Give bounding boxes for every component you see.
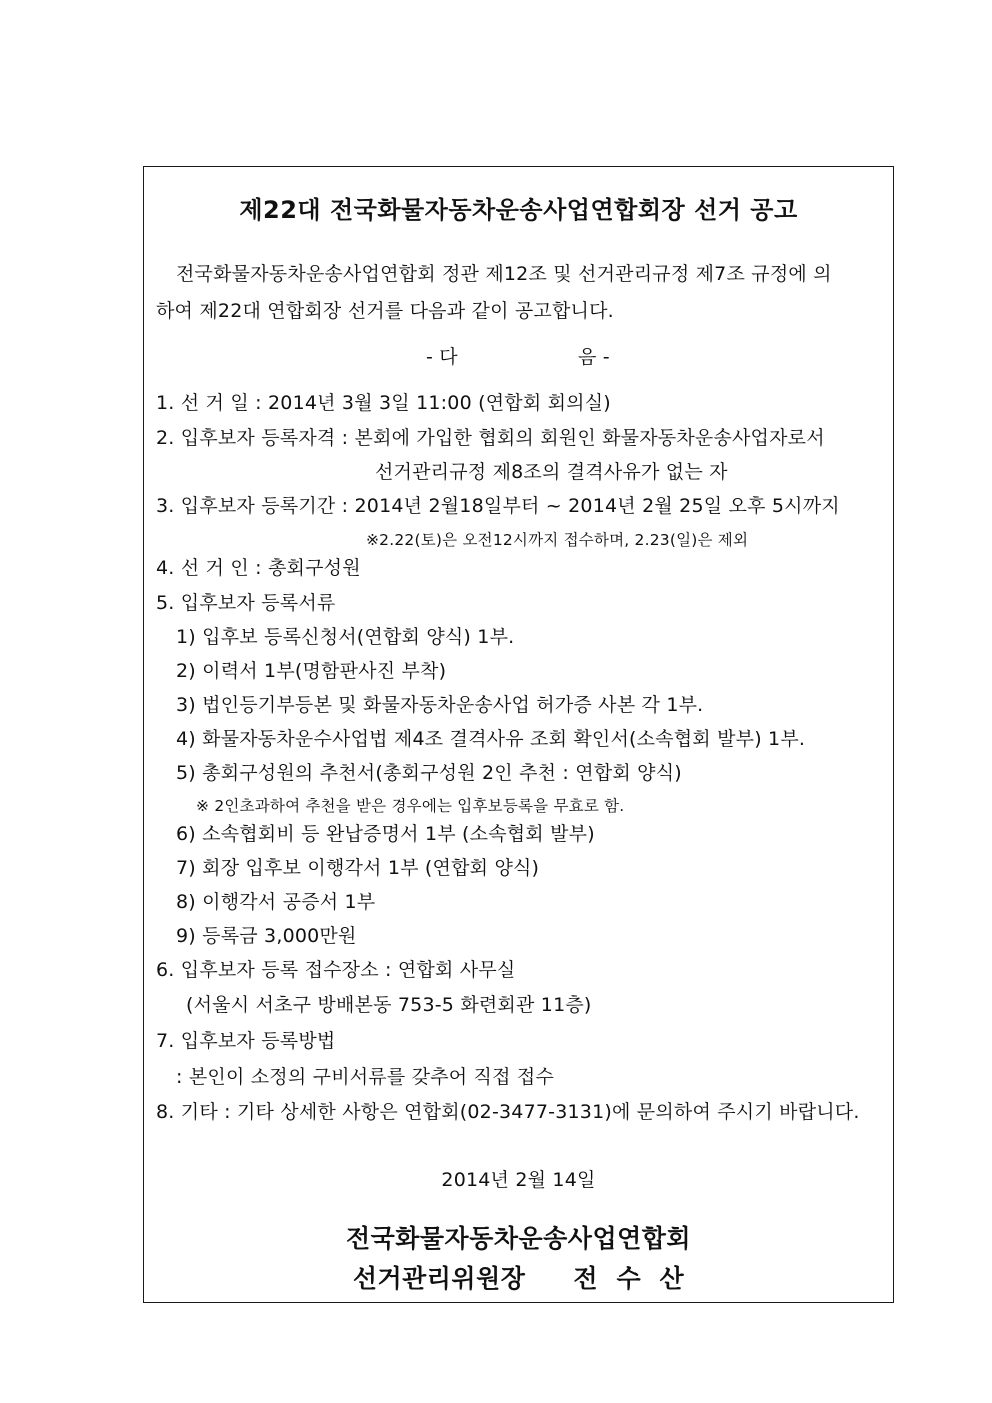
item-5-note: ※ 2인초과하여 추천을 받은 경우에는 입후보등록을 무효로 함. [196,797,625,815]
section-heading-right: 음 - [578,346,610,368]
item-5-sub-7: 7) 회장 입후보 이행각서 1부 (연합회 양식) [176,857,540,879]
intro-line-2: 하여 제22대 연합회장 선거를 다음과 같이 공고합니다. [156,300,614,322]
section-heading-left: - 다 [426,346,458,368]
item-8: 8. 기타 : 기타 상세한 사항은 연합회(02-3477-3131)에 문의하여 주시기 바랍니다. [156,1101,860,1123]
item-1: 1. 선 거 일 : 2014년 3월 3일 11:00 (연합회 회의실) [156,392,611,414]
item-5-sub-8: 8) 이행각서 공증서 1부 [176,891,376,913]
item-5-sub-3: 3) 법인등기부등본 및 화물자동차운송사업 허가증 사본 각 1부. [176,694,704,716]
signature-org: 전국화물자동차운송사업연합회 [345,1224,692,1253]
item-2-line-2: 선거관리규정 제8조의 결격사유가 없는 자 [375,461,728,483]
item-6-line-1: 6. 입후보자 등록 접수장소 : 연합회 사무실 [156,959,516,981]
item-2-line-1: 2. 입후보자 등록자격 : 본회에 가입한 협회의 회원인 화물자동차운송사업자로서 [156,427,825,449]
signature-name: 전 수 산 [573,1264,685,1293]
signature-role-line [143,1259,894,1295]
notice-title: 제22대 전국화물자동차운송사업연합회장 선거 공고 [239,196,798,224]
item-3-note: ※2.22(토)은 오전12시까지 접수하며, 2.23(일)은 제외 [366,531,749,549]
item-7-line-2: : 본인이 소정의 구비서류를 갖추어 직접 접수 [176,1066,555,1088]
item-4: 4. 선 거 인 : 총회구성원 [156,557,361,579]
item-5-sub-6: 6) 소속협회비 등 완납증명서 1부 (소속협회 발부) [176,823,595,845]
notice-date: 2014년 2월 14일 [441,1169,596,1191]
item-5-sub-1: 1) 입후보 등록신청서(연합회 양식) 1부. [176,626,515,648]
item-7-line-1: 7. 입후보자 등록방법 [156,1030,336,1052]
intro-line-1: 전국화물자동차운송사업연합회 정관 제12조 및 선거관리규정 제7조 규정에 의 [176,263,832,285]
item-5-sub-2: 2) 이력서 1부(명함판사진 부착) [176,660,447,682]
item-5-sub-5: 5) 총회구성원의 추천서(총회구성원 2인 추천 : 연합회 양식) [176,762,682,784]
item-5-sub-4: 4) 화물자동차운수사업법 제4조 결격사유 조회 확인서(소속협회 발부) 1부. [176,728,806,750]
signature-role: 선거관리위원장 [352,1264,526,1293]
item-6-line-2: (서울시 서초구 방배본동 753-5 화련회관 11층) [186,994,592,1016]
item-5: 5. 입후보자 등록서류 [156,592,336,614]
item-3-line-1: 3. 입후보자 등록기간 : 2014년 2월18일부터 ~ 2014년 2월 25일 오후 5시까지 [156,495,840,517]
item-5-sub-9: 9) 등록금 3,000만원 [176,925,357,947]
